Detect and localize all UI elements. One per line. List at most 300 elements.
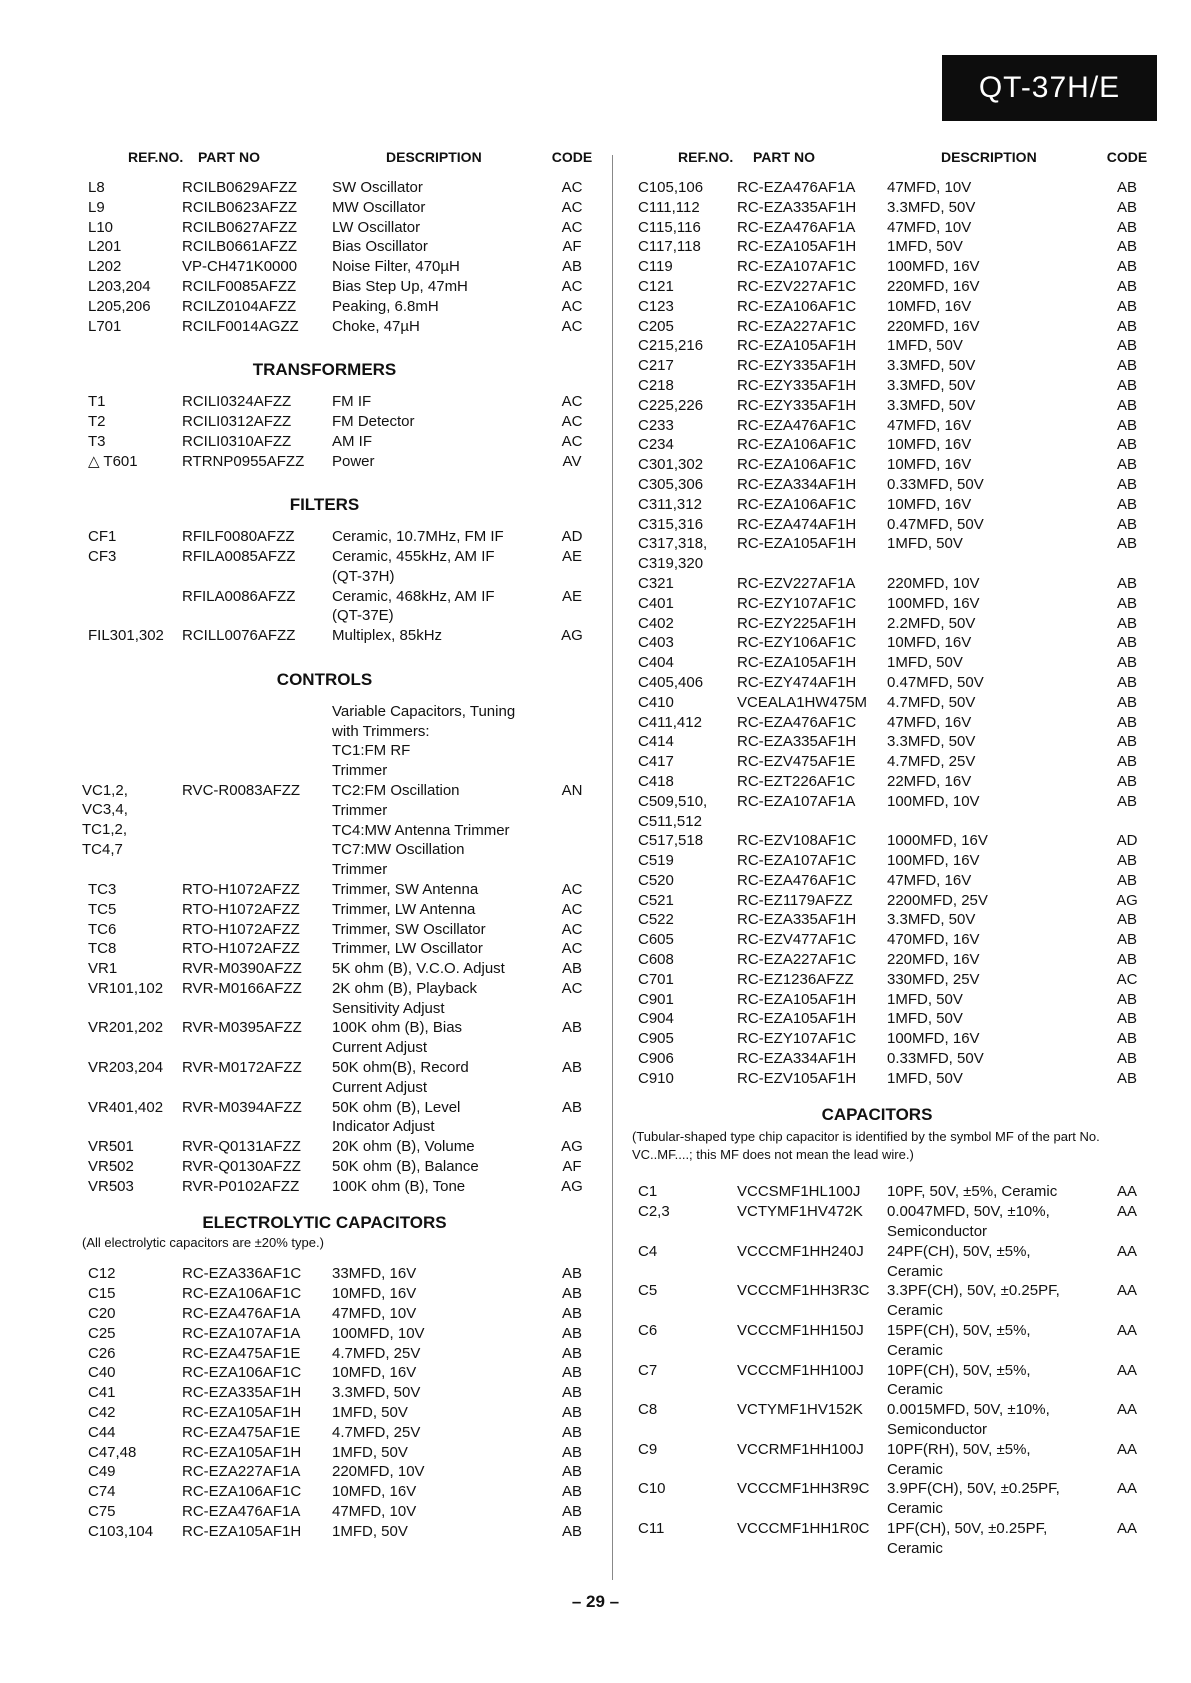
part-cell: VCEALA1HW475M	[737, 693, 868, 711]
part-cell: VCCCMF1HH3R9C	[737, 1480, 870, 1498]
desc-cell: Ceramic, 455kHz, AM IF (QT-37H)	[332, 547, 495, 585]
part-cell: RC-EZA107AF1A	[182, 1324, 301, 1342]
ref-cell: L10	[88, 218, 114, 236]
ref-cell: C906	[638, 1050, 674, 1068]
ref-cell: C205	[638, 317, 674, 335]
part-cell: RCILB0623AFZZ	[182, 198, 298, 216]
part-cell: VCCRMF1HH100J	[737, 1440, 864, 1458]
desc-cell: 3.3PF(CH), 50V, ±0.25PF, Ceramic	[887, 1282, 1060, 1320]
table-row	[632, 752, 1152, 772]
code-cell: AN	[561, 781, 583, 799]
code-cell: AE	[561, 587, 582, 605]
ref-cell: TC1,2,	[82, 821, 128, 839]
part-cell: RC-EZY335AF1H	[737, 396, 857, 414]
table-row	[632, 574, 1152, 594]
ref-cell: C119	[638, 258, 673, 276]
desc-cell: AM IF	[332, 432, 372, 450]
table-row	[82, 702, 597, 880]
code-cell: AG	[1116, 891, 1138, 909]
code-cell: AB	[561, 1344, 582, 1362]
capacitors-title: CAPACITORS	[821, 1104, 933, 1124]
ref-cell: C411,412	[638, 713, 702, 731]
part-cell: RC-EZA106AF1C	[737, 495, 857, 513]
part-cell: RC-EZY106AF1C	[737, 634, 857, 652]
table-row	[632, 218, 1152, 238]
code-cell: AB	[1116, 852, 1137, 870]
code-cell: AB	[561, 1423, 582, 1441]
ref-cell: VR101,102	[88, 979, 164, 997]
code-cell: AA	[1116, 1361, 1137, 1379]
part-cell: RVR-M0394AFZZ	[182, 1098, 302, 1116]
code-cell: AB	[1116, 1010, 1137, 1028]
ref-cell: C215,216	[638, 337, 704, 355]
code-cell: AB	[1116, 990, 1137, 1008]
desc-cell: 1MFD, 50V	[332, 1522, 408, 1540]
code-cell: AB	[1116, 535, 1137, 553]
desc-cell: FM Detector	[332, 412, 415, 430]
ref-cell: C5	[638, 1282, 658, 1300]
desc-cell: 3.9PF(CH), 50V, ±0.25PF, Ceramic	[887, 1480, 1060, 1518]
code-cell: AB	[1116, 1050, 1137, 1068]
ref-cell: C7	[638, 1361, 658, 1379]
code-cell: AB	[1116, 911, 1137, 929]
ref-cell: C47,48	[88, 1443, 137, 1461]
table-row	[82, 1304, 597, 1324]
table-row	[632, 495, 1152, 515]
table-row	[82, 198, 597, 218]
part-cell: RTO-H1072AFZZ	[182, 880, 300, 898]
desc-cell: MW Oscillator	[332, 198, 426, 216]
desc-cell: 100MFD, 10V	[887, 792, 980, 810]
part-cell: RC-EZA476AF1A	[182, 1305, 301, 1323]
ref-cell: L203,204	[88, 277, 151, 295]
desc-cell: 100MFD, 16V	[887, 852, 980, 870]
desc-cell: 220MFD, 16V	[887, 951, 980, 969]
table-row	[632, 871, 1152, 891]
ref-cell: C6	[638, 1322, 658, 1340]
part-cell: RCILL0076AFZZ	[182, 627, 296, 645]
table-row	[82, 1423, 597, 1443]
desc-cell: Multiplex, 85kHz	[332, 627, 443, 645]
code-cell: AA	[1116, 1183, 1137, 1201]
ref-cell: CF1	[88, 528, 117, 546]
part-cell: RVC-R0083AFZZ	[182, 781, 301, 799]
code-cell: AC	[561, 393, 583, 411]
desc-cell: 3.3MFD, 50V	[887, 911, 976, 929]
ref-cell: VR401,402	[88, 1098, 164, 1116]
ref-cell: △ T601	[88, 452, 138, 470]
ref-cell: C520	[638, 871, 674, 889]
part-cell: RC-EZA335AF1H	[737, 198, 857, 216]
code-cell: AB	[1116, 772, 1137, 790]
desc-cell: 220MFD, 10V	[332, 1463, 425, 1481]
desc-cell: Ceramic, 10.7MHz, FM IF	[332, 528, 504, 546]
filters-title: FILTERS	[289, 495, 360, 515]
part-cell: RC-EZV227AF1A	[737, 574, 856, 592]
ref-cell: C315,316	[638, 515, 704, 533]
ref-cell: FIL301,302	[88, 627, 164, 645]
code-cell: AB	[561, 1305, 582, 1323]
code-cell: AB	[1116, 654, 1137, 672]
code-cell: AF	[562, 238, 582, 256]
ref-cell: C418	[638, 772, 674, 790]
part-cell: VCCCMF1HH150J	[737, 1322, 864, 1340]
ref-cell: T2	[88, 412, 106, 430]
desc-cell: 10MFD, 16V	[332, 1285, 417, 1303]
part-cell: RC-EZA105AF1H	[737, 337, 857, 355]
code-cell: AB	[1116, 258, 1137, 276]
ref-cell: T1	[88, 393, 106, 411]
code-cell: AA	[1116, 1520, 1137, 1537]
table-row	[632, 1361, 1152, 1401]
capacitors-list	[632, 1182, 1152, 1558]
part-cell: VCTYMF1HV152K	[737, 1401, 863, 1419]
part-cell: RC-EZA336AF1C	[182, 1265, 302, 1283]
table-row	[82, 527, 597, 547]
part-cell: RC-EZV108AF1C	[737, 832, 857, 850]
ref-cell: C517,518	[638, 832, 704, 850]
desc-cell: 100K ohm (B), Bias Current Adjust	[332, 1019, 463, 1057]
desc-cell: Ceramic, 468kHz, AM IF (QT-37E)	[332, 587, 495, 625]
table-row	[632, 1069, 1152, 1089]
table-row	[82, 587, 597, 627]
table-row	[632, 891, 1152, 911]
part-cell: RC-EZY335AF1H	[737, 376, 857, 394]
ref-cell: C9	[638, 1440, 658, 1458]
part-cell: RC-EZV227AF1C	[737, 277, 857, 295]
code-cell: AB	[561, 1285, 582, 1303]
code-cell: AC	[561, 920, 583, 938]
ref-cell: C49	[88, 1463, 116, 1481]
part-cell: RCILB0629AFZZ	[182, 179, 298, 196]
code-cell: AD	[561, 528, 583, 546]
ref-cell: C2,3	[638, 1203, 670, 1221]
code-cell: AB	[1116, 614, 1137, 632]
part-cell: RC-EZY335AF1H	[737, 357, 857, 375]
part-cell: RC-EZA107AF1C	[737, 258, 857, 276]
coils-list	[82, 178, 597, 336]
ref-cell: L205,206	[88, 297, 151, 315]
desc-cell: 0.0015MFD, 50V, ±10%, Semiconductor	[887, 1401, 1050, 1439]
code-cell: AB	[561, 1098, 582, 1116]
desc-cell: 15PF(CH), 50V, ±5%, Ceramic	[887, 1322, 1031, 1359]
ref-cell: C75	[88, 1503, 116, 1521]
code-cell: AD	[1116, 832, 1138, 850]
desc-cell: 2200MFD, 25V	[887, 891, 988, 909]
electrolytic-list	[82, 1264, 597, 1541]
desc-cell: 100K ohm (B), Tone	[332, 1177, 466, 1195]
ref-cell: T3	[88, 432, 106, 450]
table-row	[82, 1522, 597, 1542]
part-cell: RC-EZ1236AFZZ	[737, 970, 854, 988]
part-cell: RCILZ0104AFZZ	[182, 297, 297, 315]
part-cell: RC-EZ1179AFZZ	[737, 891, 853, 909]
ref-cell: VR203,204	[88, 1059, 164, 1077]
desc-cell: 10MFD, 16V	[332, 1483, 417, 1501]
desc-cell: 1MFD, 50V	[887, 654, 963, 672]
desc-cell: 0.0047MFD, 50V, ±10%, Semiconductor	[887, 1203, 1050, 1241]
table-row	[632, 455, 1152, 475]
table-row	[632, 1182, 1152, 1202]
header-code: CODE	[551, 149, 593, 166]
part-cell: RC-EZA106AF1C	[182, 1483, 302, 1501]
code-cell: AB	[1116, 574, 1137, 592]
table-row	[632, 614, 1152, 634]
code-cell: AB	[561, 1443, 582, 1461]
table-row	[632, 594, 1152, 614]
table-row	[82, 412, 597, 432]
code-cell: AB	[561, 1404, 582, 1422]
code-cell: AB	[1116, 792, 1137, 810]
part-cell: RC-EZA335AF1H	[182, 1384, 302, 1402]
desc-cell: 3.3MFD, 50V	[332, 1384, 421, 1402]
code-cell: AF	[562, 1158, 582, 1176]
ref-cell: C233	[638, 416, 674, 434]
table-row	[82, 920, 597, 940]
desc-cell: Choke, 47µH	[332, 317, 420, 335]
table-row	[632, 633, 1152, 653]
code-cell: AC	[561, 317, 583, 335]
table-row	[632, 1029, 1152, 1049]
part-cell: RC-EZV477AF1C	[737, 931, 857, 949]
table-row	[632, 732, 1152, 752]
table-row	[82, 392, 597, 412]
desc-cell: 2K ohm (B), Playback Sensitivity Adjust	[332, 979, 478, 1017]
table-row	[632, 376, 1152, 396]
desc-cell: 100MFD, 10V	[332, 1324, 425, 1342]
ref-cell: C301,302	[638, 456, 704, 474]
table-row	[632, 1281, 1152, 1321]
ref-cell: C217	[638, 357, 674, 375]
code-cell: AC	[561, 412, 583, 430]
table-row	[632, 930, 1152, 950]
desc-cell: 47MFD, 10V	[887, 179, 972, 196]
part-cell: RC-EZA474AF1H	[737, 515, 857, 533]
code-cell: AB	[561, 1384, 582, 1402]
code-cell: AB	[561, 1265, 582, 1283]
part-cell: VCCCMF1HH1R0C	[737, 1520, 870, 1537]
desc-cell: 3.3MFD, 50V	[887, 357, 976, 375]
table-row	[82, 1502, 597, 1522]
table-row	[82, 1383, 597, 1403]
code-cell: AB	[1116, 475, 1137, 493]
code-cell: AB	[1116, 179, 1137, 196]
desc-cell: 4.7MFD, 50V	[887, 693, 976, 711]
part-cell: RC-EZY225AF1H	[737, 614, 857, 632]
ref-cell	[82, 702, 182, 880]
ref-cell: TC8	[88, 940, 117, 958]
ref-cell: C901	[638, 990, 674, 1008]
ref-cell: C522	[638, 911, 674, 929]
ref-cell: C42	[88, 1404, 116, 1422]
ref-cell: TC3	[88, 880, 117, 898]
table-row	[82, 1018, 597, 1058]
desc-cell: 10MFD, 16V	[332, 1364, 417, 1382]
table-row	[632, 1479, 1152, 1519]
code-cell: AB	[1116, 218, 1137, 236]
code-cell: AA	[1116, 1242, 1137, 1260]
desc-cell: 33MFD, 16V	[332, 1265, 417, 1283]
desc-cell: 330MFD, 25V	[887, 970, 980, 988]
desc-cell: 1MFD, 50V	[887, 1010, 963, 1028]
code-cell: AB	[1116, 1030, 1137, 1048]
table-row	[632, 713, 1152, 733]
ref-cell: C115,116	[638, 218, 701, 236]
part-cell: RC-EZA105AF1H	[737, 1010, 857, 1028]
part-cell: RVR-Q0131AFZZ	[182, 1138, 301, 1156]
table-row	[632, 1440, 1152, 1480]
part-cell: RTRNP0955AFZZ	[182, 452, 305, 470]
code-cell: AB	[1116, 951, 1137, 969]
code-cell: AB	[1116, 238, 1137, 256]
desc-cell: 10MFD, 16V	[887, 495, 972, 513]
code-cell: AB	[561, 1483, 582, 1501]
table-row	[82, 1157, 597, 1177]
table-row	[632, 910, 1152, 930]
part-cell: RC-EZA105AF1H	[737, 535, 857, 553]
table-row	[82, 452, 597, 472]
part-cell: RC-EZA107AF1C	[737, 852, 857, 870]
electrolytic-list-continued	[632, 178, 1152, 1089]
ref-cell: C305,306	[638, 475, 704, 493]
code-cell: AA	[1116, 1282, 1137, 1300]
header-desc: DESCRIPTION	[386, 149, 482, 166]
code-cell: AB	[1116, 317, 1137, 335]
table-row	[82, 1363, 597, 1383]
table-row	[632, 178, 1152, 198]
ref-cell: VR501	[88, 1138, 134, 1156]
code-cell: AB	[1116, 673, 1137, 691]
code-cell: AB	[1116, 753, 1137, 771]
table-row	[632, 396, 1152, 416]
ref-cell: C15	[88, 1285, 116, 1303]
desc-cell: Trimmer, LW Antenna	[332, 900, 476, 918]
desc-cell: 10PF(RH), 50V, ±5%, Ceramic	[887, 1440, 1031, 1478]
header-code: CODE	[1106, 149, 1148, 166]
ref-cell: CF3	[88, 547, 117, 565]
code-cell: AB	[1116, 456, 1137, 474]
table-row	[632, 475, 1152, 495]
code-cell: AB	[1116, 594, 1137, 612]
ref-cell: C410	[638, 693, 674, 711]
desc-cell: 10PF, 50V, ±5%, Ceramic	[887, 1183, 1058, 1201]
part-cell: RC-EZA335AF1H	[737, 733, 857, 751]
code-cell: AA	[1116, 1203, 1137, 1221]
table-row	[632, 198, 1152, 218]
code-cell: AB	[1116, 871, 1137, 889]
desc-cell: 220MFD, 16V	[887, 277, 980, 295]
column-divider	[612, 155, 613, 1580]
part-cell: RC-EZA476AF1A	[737, 179, 856, 196]
header-ref: REF.NO.	[678, 149, 734, 166]
ref-cell: C701	[638, 970, 674, 988]
code-cell: AB	[561, 258, 582, 276]
ref-cell: C605	[638, 931, 674, 949]
desc-cell: 10MFD, 16V	[887, 297, 972, 315]
ref-cell: C8	[638, 1401, 658, 1419]
part-cell: RFILA0085AFZZ	[182, 547, 296, 565]
desc-cell: 1MFD, 50V	[887, 535, 963, 553]
code-cell: AA	[1116, 1440, 1137, 1458]
desc-cell: 24PF(CH), 50V, ±5%, Ceramic	[887, 1242, 1031, 1280]
part-cell: RFILF0080AFZZ	[182, 528, 295, 546]
part-cell: VCCCMF1HH3R3C	[737, 1282, 870, 1300]
table-row	[82, 178, 597, 198]
controls-list	[82, 880, 597, 1197]
table-row	[632, 1400, 1152, 1440]
ref-cell: C25	[88, 1324, 116, 1342]
code-cell: AG	[561, 1177, 583, 1195]
ref-cell: C121	[638, 277, 674, 295]
table-row	[632, 970, 1152, 990]
desc-cell: 10MFD, 16V	[887, 436, 972, 454]
ref-cell: C74	[88, 1483, 116, 1501]
ref-cell: C402	[638, 614, 674, 632]
part-cell: RC-EZA105AF1H	[737, 238, 857, 256]
table-row	[82, 1482, 597, 1502]
desc-cell: 47MFD, 16V	[887, 416, 972, 434]
part-cell: RCILF0085AFZZ	[182, 277, 297, 295]
desc-cell: 3.3MFD, 50V	[887, 396, 976, 414]
table-row	[82, 959, 597, 979]
code-cell: AC	[1116, 970, 1138, 988]
desc-cell: 22MFD, 16V	[887, 772, 972, 790]
ref-cell: C218	[638, 376, 674, 394]
table-row	[632, 336, 1152, 356]
code-cell: AV	[562, 452, 582, 470]
table-row	[632, 990, 1152, 1010]
code-cell: AC	[561, 179, 583, 196]
code-cell: AC	[561, 277, 583, 295]
table-header	[632, 148, 1152, 168]
desc-cell: LW Oscillator	[332, 218, 421, 236]
right-column	[632, 148, 1152, 1559]
code-cell: AB	[1116, 198, 1137, 216]
left-column	[82, 148, 597, 1542]
part-cell: RTO-H1072AFZZ	[182, 920, 300, 938]
code-cell: AG	[561, 627, 583, 645]
desc-cell: 50K ohm(B), Record Current Adjust	[332, 1059, 469, 1096]
desc-cell: 470MFD, 16V	[887, 931, 980, 949]
table-row	[82, 317, 597, 337]
desc-cell: 47MFD, 10V	[887, 218, 972, 236]
header-ref: REF.NO.	[128, 149, 184, 166]
part-cell: RCILF0014AGZZ	[182, 317, 299, 335]
model-banner: QT-37H/E	[942, 55, 1157, 121]
ref-cell: C20	[88, 1305, 116, 1323]
ref-cell: L201	[88, 238, 122, 256]
code-cell: AB	[1116, 416, 1137, 434]
ref-cell: TC6	[88, 920, 117, 938]
table-row	[82, 1098, 597, 1138]
code-cell: AB	[1116, 297, 1137, 315]
code-cell: AB	[1116, 357, 1137, 375]
code-cell: AA	[1116, 1322, 1137, 1340]
desc-cell: 100MFD, 16V	[887, 1030, 980, 1048]
table-row	[632, 1202, 1152, 1242]
desc-cell: 1MFD, 50V	[887, 990, 963, 1008]
table-row	[632, 534, 1152, 574]
ref-cell: VR503	[88, 1177, 134, 1195]
desc-cell: 47MFD, 10V	[332, 1305, 417, 1323]
table-row	[82, 979, 597, 1019]
part-cell: RCILI0310AFZZ	[182, 432, 292, 450]
part-cell: RVR-M0172AFZZ	[182, 1059, 302, 1077]
table-row	[632, 257, 1152, 277]
table-row	[82, 1462, 597, 1482]
table-row	[632, 831, 1152, 851]
part-cell: RC-EZA105AF1H	[182, 1404, 302, 1422]
